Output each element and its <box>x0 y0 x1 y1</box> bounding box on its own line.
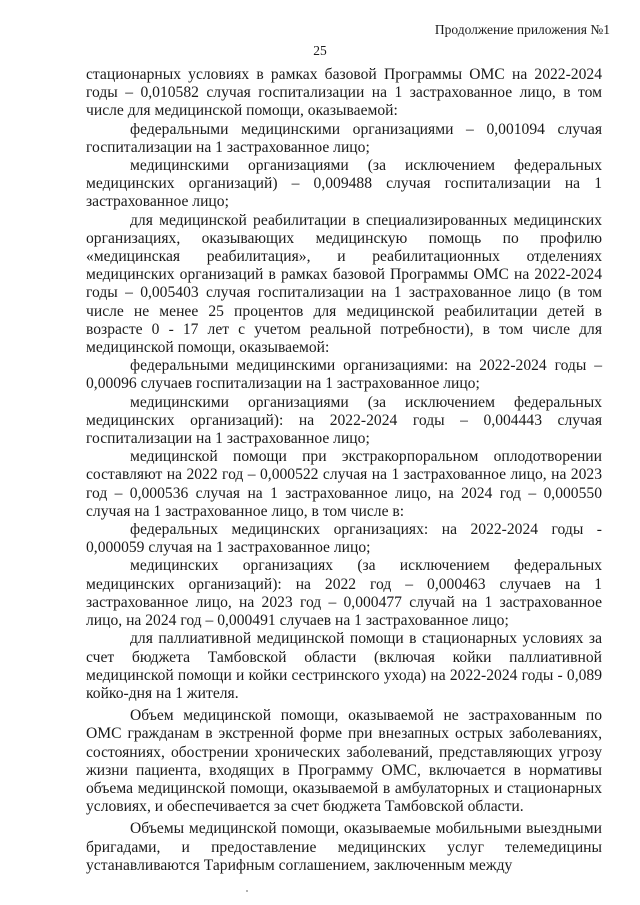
document-body <box>86 66 602 875</box>
appendix-continuation-note: Продолжение приложения №1 <box>434 22 610 37</box>
page-number: 25 <box>313 43 327 58</box>
paragraph: Объемы медицинской помощи, оказываемые мобильными выездными бригадами, и предоставление медицинских услуг телемедицины устанавливаются Тарифным соглашением, заключенным между <box>86 820 602 874</box>
paragraph: федеральными медицинскими организациями: на 2022-2024 годы – 0,00096 случаев госпитализации на 1 застрахованное лицо; <box>86 357 602 393</box>
paragraph: федеральными медицинскими организациями – 0,001094 случая госпитализации на 1 застрахованное лицо; <box>86 120 602 156</box>
paragraph: медицинской помощи при экстракорпоральном оплодотворении составляют на 2022 год – 0,000522 случая на 1 застрахованное лицо, на 2023 год – 0,000536 случая на 1 застрахованное лицо, на 2024 год – 0,000550 случая на 1 застрахованное лицо, в том числе в: <box>86 448 602 520</box>
scan-speck <box>246 890 248 892</box>
paragraph: федеральных медицинских организациях: на 2022-2024 годы - 0,000059 случая на 1 застрахованное лицо; <box>86 521 602 557</box>
paragraph: медицинскими организациями (за исключением федеральных медицинских организаций) – 0,009488 случая госпитализации на 1 застрахованное лицо; <box>86 157 602 211</box>
paragraph: для медицинской реабилитации в специализированных медицинских организациях, оказывающих медицинскую помощь по профилю «медицинская реабилитация», и реабилитационных отделениях медицинских организаций в рамках базовой Программы ОМС на 2022-2024 годы – 0,005403 случая госпитализации на 1 застрахованное лицо (в том числе не менее 25 процентов для медицинской реабилитации детей в возрасте 0 - 17 лет с учетом реальной потребности), в том числе для медицинской помощи, оказываемой: <box>86 211 602 357</box>
paragraph: медицинскими организациями (за исключением федеральных медицинских организаций): на 2022-2024 годы – 0,004443 случая госпитализации на 1 застрахованное лицо; <box>86 393 602 448</box>
paragraph: стационарных условиях в рамках базовой Программы ОМС на 2022-2024 годы – 0,010582 случая госпитализации на 1 застрахованное лицо, в том числе для медицинской помощи, оказываемой: <box>86 66 602 120</box>
paragraph: медицинских организациях (за исключением федеральных медицинских организаций): на 2022 год – 0,000463 случаев на 1 застрахованное лицо, на 2023 год – 0,000477 случай на 1 застрахованное лицо, на 2024 год – 0,000491 случаев на 1 застрахованное лицо; <box>86 557 602 630</box>
paragraph: Объем медицинской помощи, оказываемой не застрахованным по ОМС гражданам в экстренной форме при внезапных острых заболеваниях, состояниях, обострении хронических заболеваний, представляющих угрозу жизни пациента, входящих в Программу ОМС, включается в нормативы объема медицинской помощи, оказываемой в амбулаторных и стационарных условиях, и обеспечивается за счет бюджета Тамбовской области. <box>86 707 602 816</box>
paragraph: для паллиативной медицинской помощи в стационарных условиях за счет бюджета Тамбовской области (включая койки паллиативной медицинской помощи и койки сестринского ухода) на 2022-2024 годы - 0,089 койко-дня на 1 жителя. <box>86 630 602 702</box>
